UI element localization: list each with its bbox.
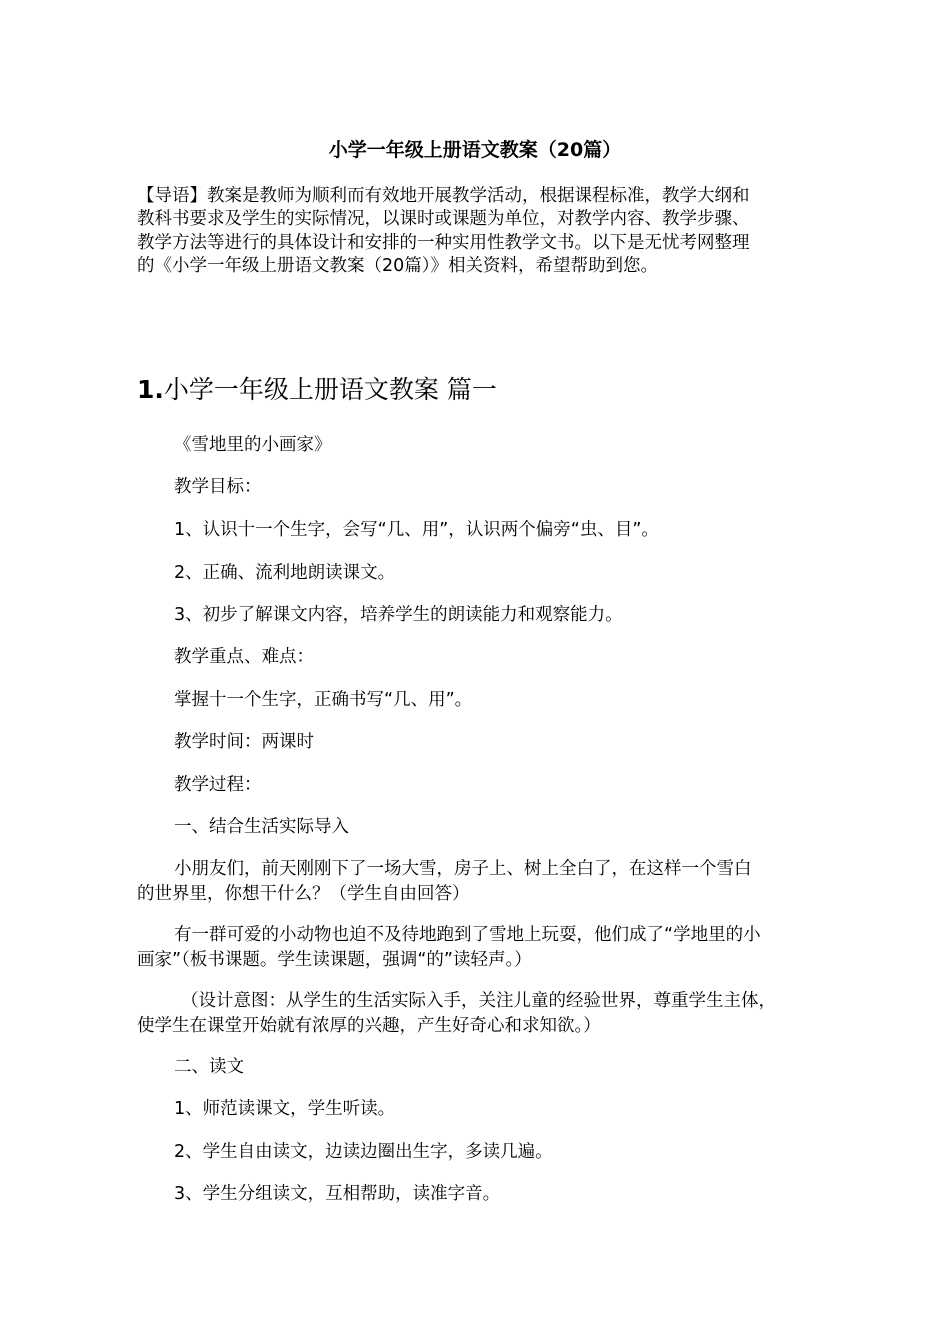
- goals-label: 教学目标：: [174, 477, 262, 497]
- lesson-title: 《雪地里的小画家》: [174, 435, 332, 455]
- paragraph-line: 画家”（板书课题。学生读课题，强调“的”读轻声。）: [137, 949, 532, 970]
- step2-label: 二、读文: [174, 1057, 244, 1077]
- goal-item: 1、认识十一个生字，会写“几、用”，认识两个偏旁“虫、目”。: [174, 520, 659, 540]
- keypoints-label: 教学重点、难点：: [174, 647, 314, 667]
- paragraph-line: 小朋友们，前天刚刚下了一场大雪，房子上、树上全白了，在这样一个雪白: [174, 859, 752, 879]
- section-heading-text: 小学一年级上册语文教案 篇一: [163, 375, 497, 404]
- step2-item: 2、学生自由读文，边读边圈出生字，多读几遍。: [174, 1142, 553, 1162]
- step1-paragraph: [137, 923, 817, 972]
- paragraph-line: 有一群可爱的小动物也迫不及待地跑到了雪地上玩耍，他们成了“学地里的小: [174, 925, 761, 945]
- intro-line: 教科书要求及学生的实际情况，以课时或课题为单位，对教学内容、教学步骤、: [137, 209, 750, 230]
- intro-line: 教学方法等进行的具体设计和安排的一种实用性教学文书。以下是无忧考网整理: [137, 232, 750, 253]
- design-intent-paragraph: [137, 989, 817, 1038]
- goal-item: 2、正确、流利地朗读课文。: [174, 563, 396, 583]
- paragraph-line: （设计意图：从学生的生活实际入手，关注儿童的经验世界，尊重学生主体，: [181, 991, 776, 1011]
- paragraph-line: 的世界里，你想干什么？（学生自由回答）: [137, 883, 470, 904]
- step2-item: 1、师范读课文，学生听读。: [174, 1099, 396, 1119]
- teaching-time: 教学时间：两课时: [174, 732, 314, 752]
- intro-line: 的《小学一年级上册语文教案（20篇）》相关资料，希望帮助到您。: [137, 255, 659, 276]
- section-heading: [137, 372, 497, 408]
- section-number: 1.: [137, 375, 164, 404]
- goal-item: 3、初步了解课文内容，培养学生的朗读能力和观察能力。: [174, 605, 623, 625]
- intro-paragraph: [137, 185, 817, 278]
- step2-item: 3、学生分组读文，互相帮助，读准字音。: [174, 1184, 501, 1204]
- step1-label: 一、结合生活实际导入: [174, 817, 349, 837]
- document-title: 小学一年级上册语文教案（20篇）: [328, 139, 622, 161]
- step1-paragraph: [137, 857, 817, 906]
- paragraph-line: 使学生在课堂开始就有浓厚的兴趣，产生好奇心和求知欲。）: [137, 1015, 601, 1036]
- process-label: 教学过程：: [174, 775, 262, 795]
- intro-line: 【导语】教案是教师为顺利而有效地开展教学活动，根据课程标准，教学大纲和: [137, 186, 750, 206]
- keypoints-text: 掌握十一个生字，正确书写“几、用”。: [174, 690, 473, 710]
